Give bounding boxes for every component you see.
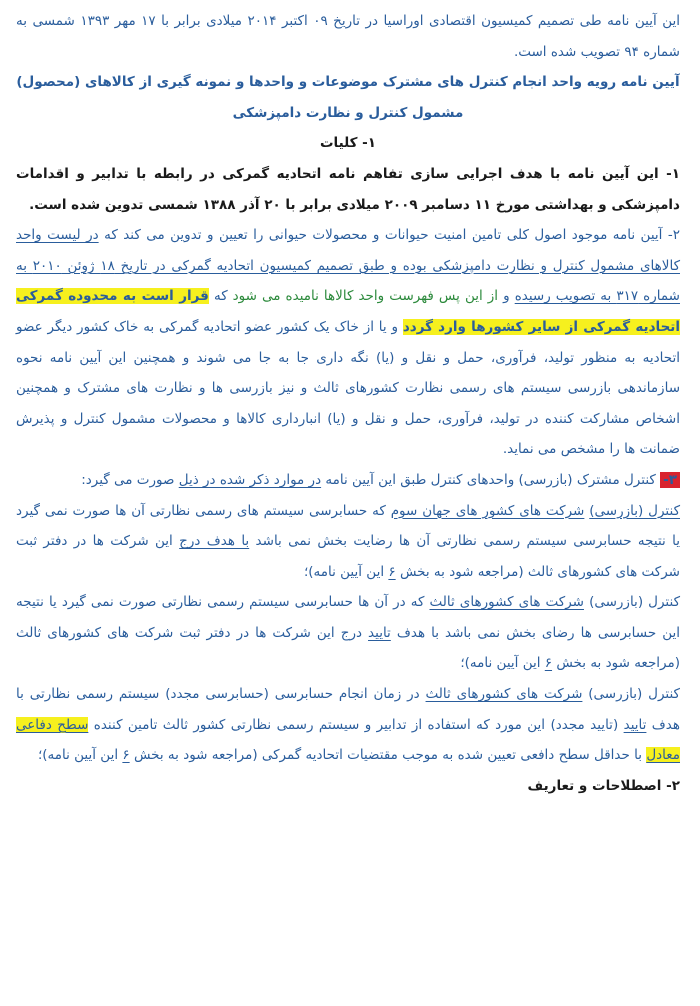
paragraph-2-part-7: و یا از خاک یک کشور عضو اتحادیه گمرکی به خاک کشور دیگر عضو اتحادیه به منظور تولید، فرآوری، حمل و نقل و (یا) نگه داری جا به جا می شوند و همچنین این آیین نامه نحوه سازماندهی بازرسی سیستم های رسمی نظارت کشورهای ثالث و نیز بازرسی ها و نظارت های مشترک و همچنین اشخاص مشارکت کننده در تولید، فرآوری، حمل و نقل و (یا) انبارداری کالاها و محصولات مشمول کنترل و پذیرش ضمانت ها را مشخص می نماید. [16, 318, 680, 458]
case-1-part-4: با هدف درج [179, 533, 250, 550]
case-1-part-7: این آیین نامه)؛ [303, 563, 385, 580]
case-2-part-4: تایید [368, 624, 391, 641]
case-3-part-7: با حداقل سطح دافعی تعیین شده به موجب مقتضیات اتحادیه گمرکی (مراجعه شود به بخش [133, 747, 643, 764]
case-1-part-1: کنترل (بازرسی) [589, 502, 680, 519]
paragraph-3-marker: ۳- [660, 472, 680, 488]
case-1-paragraph [16, 496, 680, 588]
case-3-highlight: سطح دفاعی معادل [16, 716, 680, 764]
paragraph-3-part-2: در موارد ذکر شده در ذیل [178, 471, 322, 488]
document-title: آیین نامه رویه واحد انجام کنترل های مشترک موضوعات و واحدها و نمونه گیری از کالاهای (محصول) مشمول کنترل و نظارت دامپزشکی [16, 74, 680, 121]
case-3-part-1: کنترل (بازرسی) [588, 686, 680, 703]
paragraph-3-part-3: صورت می گیرد: [81, 471, 175, 488]
case-3-part-4: تایید [623, 716, 647, 733]
paragraph-2-part-2: در لیست واحد کالاهای مشمول کنترل و نظارت دامپزشکی بوده و طبق تصمیم کمیسیون اتحادیه گمرکی در تاریخ ۱۸ ژوئن ۲۰۱۰ به شماره ۳۱۷ به تصویب رسیده [16, 227, 680, 305]
paragraph-2-part-5: که [213, 288, 228, 305]
case-2-part-7: این آیین نامه)؛ [460, 655, 541, 672]
case-2-part-6: ۶ [544, 655, 553, 672]
paragraph-3 [16, 465, 680, 496]
paragraph-2-part-1: ۲- آیین نامه موجود اصول کلی تامین امنیت حیوانات و محصولات حیوانی را تعیین و تدوین می کند که [104, 227, 680, 244]
case-2-part-3: که در آن ها حسابرسی سیستم رسمی نظارتی صورت نمی گیرد یا نتیجه این حسابرسی ها رضای بخش نمی باشد با هدف [16, 594, 680, 641]
paragraph-1: ۱- این آیین نامه با هدف اجرایی سازی تفاهم نامه اتحادیه گمرکی در رابطه با تدابیر و اقدامات دامپزشکی و بهداشتی مورخ ۱۱ دسامبر ۲۰۰۹ میلادی برابر با ۲۰ آذر ۱۳۸۸ شمسی تدوین شده است. [16, 165, 680, 213]
paragraph-2-part-4: از این پس فهرست واحد کالاها نامیده می شود [232, 288, 499, 305]
paragraph-2 [16, 220, 680, 465]
paragraph-2-part-3: و [503, 288, 510, 305]
case-3-part-9: این آیین نامه)؛ [37, 747, 119, 764]
case-3-paragraph [16, 679, 680, 771]
case-1-part-2: شرکت های کشور های جهان سوم [390, 502, 585, 519]
section-1-heading: ۱- کلیات [319, 135, 377, 152]
paragraph-2-highlight: قرار است به محدوده گمرکی اتحادیه گمرکی از سایر کشورها وارد گردد [16, 288, 680, 335]
paragraph-3-part-1: کنترل مشترک (بازرسی) واحدهای کنترل طبق این آیین نامه [325, 471, 656, 488]
section-2-heading: ۲- اصطلاحات و تعاریف [527, 777, 680, 794]
case-3-part-8: ۶ [122, 747, 130, 764]
intro-paragraph: این آیین نامه طی تصمیم کمیسیون اقتصادی اوراسیا در تاریخ ۰۹ اکتبر ۲۰۱۴ میلادی برابر با ۱۷ مهر ۱۳۹۳ شمسی به شماره ۹۴ تصویب شده است. [16, 13, 680, 60]
case-1-part-5: این شرکت ها در دفتر ثبت شرکت های کشورهای ثالث (مراجعه شود به بخش [16, 533, 680, 580]
case-2-paragraph [16, 587, 680, 679]
case-3-part-2: شرکت های کشورهای ثالث [425, 686, 583, 703]
case-3-part-3: در زمان انجام حسابرسی (حسابرسی مجدد) سیستم رسمی نظارتی با هدف [16, 686, 680, 733]
case-2-part-5: درج این شرکت ها در دفتر ثبت شرکت های کشورهای ثالث (مراجعه شود به بخش [16, 624, 680, 672]
case-2-part-2: شرکت های کشورهای ثالث [429, 594, 584, 611]
case-2-part-1: کنترل (بازرسی) [589, 594, 680, 611]
case-1-part-6: ۶ [388, 563, 396, 580]
case-3-part-5: (تایید مجدد) این مورد که استفاده از تدابیر و سیستم رسمی نظارتی کشور ثالث تامین کننده [93, 716, 619, 733]
case-1-part-3: که حسابرسی سیستم های رسمی نظارتی آن ها صورت نمی گیرد یا نتیجه حسابرسی سیستم رسمی نظارتی آن ها رضایت بخش نمی باشد [16, 502, 680, 550]
